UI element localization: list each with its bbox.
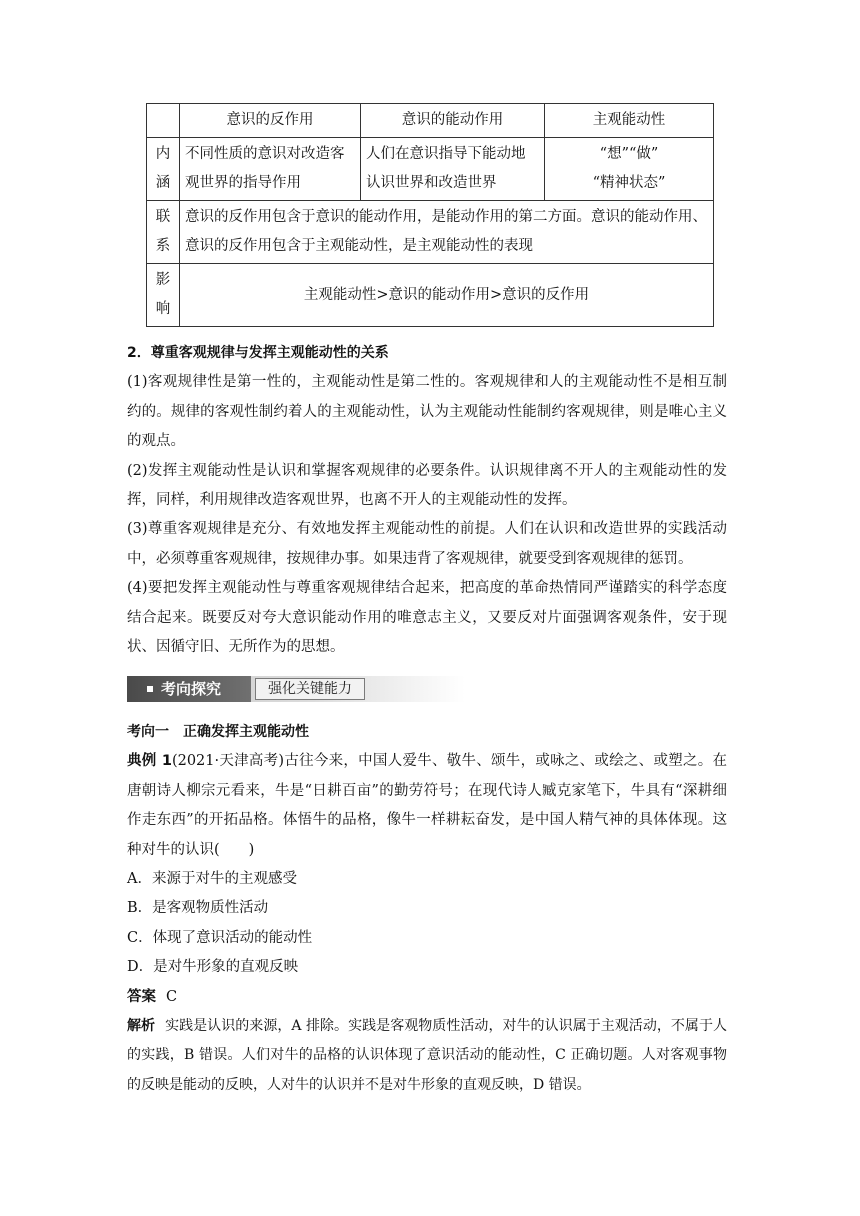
row-label-char: 系 [155,238,171,254]
answer-label: 答案 [127,988,156,1005]
banner-dark-label: 考向探究 [161,680,222,698]
option-d: D．是对牛形象的直观反映 [127,959,299,976]
banner-dark-tab [127,676,251,702]
row-label-char: 联 [155,209,171,225]
row-label-neihan [147,138,180,201]
option-a: A．来源于对牛的主观感受 [127,871,297,888]
answer-value: C [166,988,178,1005]
table-header-subjective-initiative: 主观能动性 [545,104,714,138]
example-stem [127,747,727,865]
explanation [127,1012,727,1100]
direction-heading: 考向一 正确发挥主观能动性 [127,724,309,740]
banner-light-label: 强化关键能力 [255,678,365,700]
option-c: C．体现了意识活动的能动性 [127,929,313,946]
row-label-lianxi [147,201,180,264]
row-label-char: 影 [155,272,171,288]
section-2-heading: 2．尊重客观规律与发挥主观能动性的关系 [127,345,389,361]
row-label-char: 内 [155,146,171,162]
direction-section [127,718,727,1100]
table-header-reaction: 意识的反作用 [180,104,361,138]
table-header-dynamic-role: 意识的能动作用 [361,104,545,138]
explain-label: 解析 [127,1018,156,1035]
section-2-paragraph-2: (2)发挥主观能动性是认识和掌握客观规律的必要条件。认识规律离不开人的主观能动性的发挥，同样，利用规律改造客观世界，也离不开人的主观能动性的发挥。 [127,462,727,509]
cell-neihan-subjective-line1: “想”“做” [599,146,659,162]
option-b: B．是客观物质性活动 [127,900,269,917]
cell-lianxi-text: 意识的反作用包含于意识的能动作用，是能动作用的第二方面。意识的能动作用、意识的反作用包含于主观能动性，是主观能动性的表现 [180,201,714,264]
table-header-corner [147,104,180,138]
cell-yingxiang-text: 主观能动性>意识的能动作用>意识的反作用 [180,264,714,327]
table-header-row [147,104,714,138]
section-2 [127,339,727,662]
table-row-neihan [147,138,714,201]
section-2-paragraph-1: (1)客观规律性是第一性的，主观能动性是第二性的。客观规律和人的主观能动性不是相互制约的。规律的客观性制约着人的主观能动性，认为主观能动性能制约客观规律，则是唯心主义的观点。 [127,374,727,450]
example-label: 典例 1 [127,753,172,770]
square-bullet-icon [147,686,153,692]
cell-neihan-subjective-line2: “精神状态” [592,175,666,191]
cell-neihan-subjective [545,138,714,201]
table-row-lianxi [147,201,714,264]
cell-neihan-dynamic-role: 人们在意识指导下能动地认识世界和改造世界 [361,138,545,201]
section-2-paragraph-4: (4)要把发挥主观能动性与尊重客观规律结合起来，把高度的革命热情同严谨踏实的科学态度结合起来。既要反对夸大意识能动作用的唯意志主义，又要反对片面强调客观条件，安于现状、因循守旧、无所作为的思想。 [127,580,727,656]
explain-text: 实践是认识的来源，A 排除。实践是客观物质性活动，对牛的认识属于主观活动，不属于人的实践，B 错误。人们对牛的品格的认识体现了意识活动的能动性，C 正确切题。人对客观事物的反映是能动的反映，人对牛的认识并不是对牛形象的直观反映，D 错误。 [127,1018,728,1093]
comparison-table [146,103,714,327]
section-banner [127,676,465,702]
row-label-char: 响 [155,301,171,317]
cell-neihan-reaction: 不同性质的意识对改造客观世界的指导作用 [180,138,361,201]
row-label-yingxiang [147,264,180,327]
section-2-paragraph-3: (3)尊重客观规律是充分、有效地发挥主观能动性的前提。人们在认识和改造世界的实践活动中，必须尊重客观规律，按规律办事。如果违背了客观规律，就要受到客观规律的惩罚。 [127,521,727,567]
table-row-yingxiang [147,264,714,327]
answer-line [127,983,727,1012]
example-stem-text: (2021·天津高考)古往今来，中国人爱牛、敬牛、颂牛，或咏之、或绘之、或塑之。在唐朝诗人柳宗元看来，牛是“日耕百亩”的勤劳符号；在现代诗人臧克家笔下，牛具有“深耕细作走东西”的开拓品格。体悟牛的品格，像牛一样耕耘奋发，是中国人精气神的具体体现。这种对牛的认识( ) [127,753,727,858]
row-label-char: 涵 [155,175,171,191]
